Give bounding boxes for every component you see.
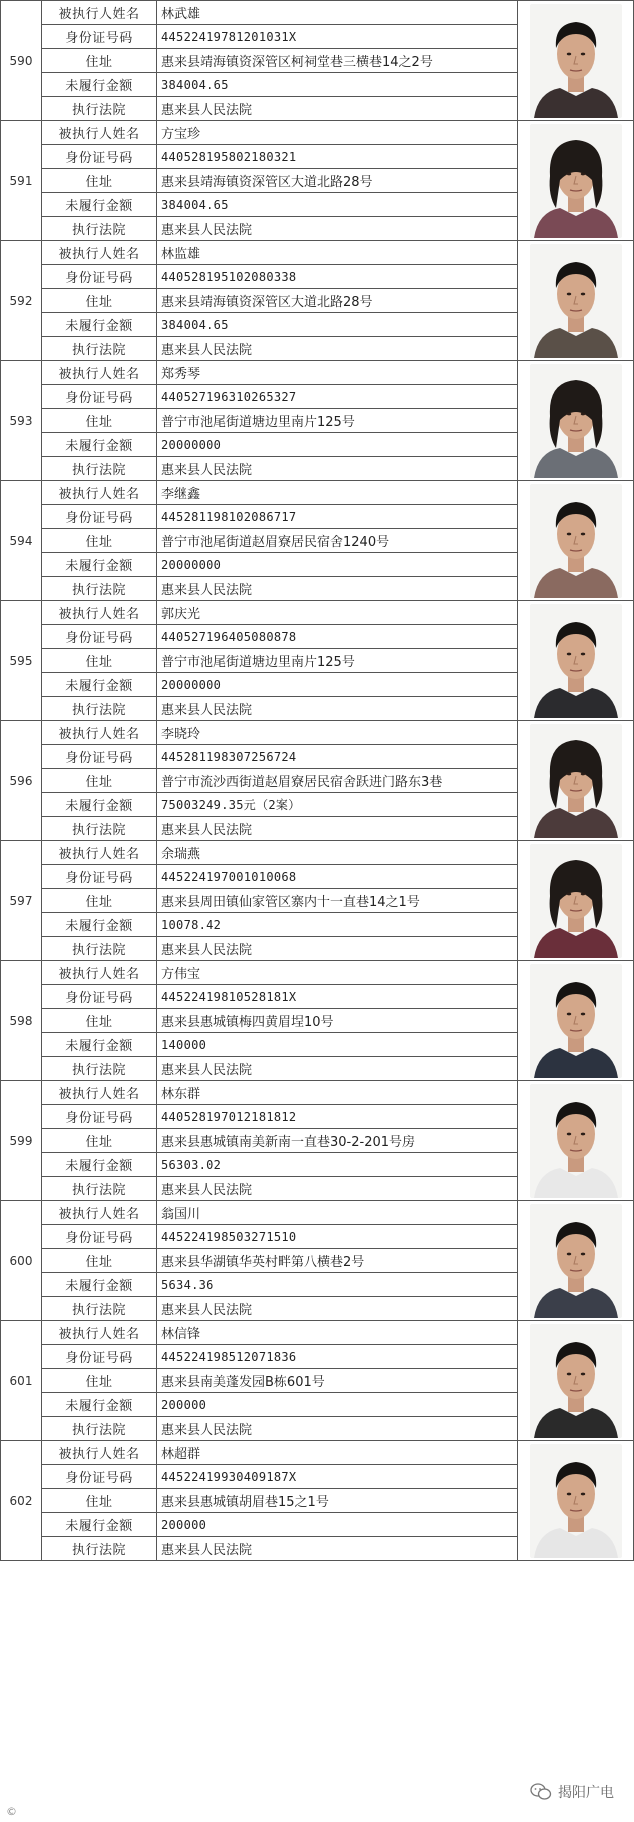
field-row-amount <box>42 193 517 217</box>
field-value-address: 惠来县惠城镇胡眉巷15之1号 <box>161 1495 329 1510</box>
record-601 <box>0 1321 634 1441</box>
field-label-amount: 未履行金额 <box>42 1393 157 1416</box>
field-row-id <box>42 1465 517 1489</box>
field-value-court: 惠来县人民法院 <box>161 1543 253 1558</box>
field-label-court: 执行法院 <box>42 817 157 840</box>
field-label-id: 身份证号码 <box>42 865 157 888</box>
field-row-court <box>42 1417 517 1441</box>
field-value-address: 惠来县南美蓬发园B栋601号 <box>161 1375 325 1390</box>
record-595 <box>0 601 634 721</box>
field-label-name: 被执行人姓名 <box>42 121 157 144</box>
field-row-amount <box>42 1393 517 1417</box>
field-row-amount <box>42 793 517 817</box>
field-label-amount: 未履行金额 <box>42 433 157 456</box>
photo-cell <box>517 601 634 721</box>
field-label-court: 执行法院 <box>42 337 157 360</box>
field-label-name: 被执行人姓名 <box>42 841 157 864</box>
record-596 <box>0 721 634 841</box>
field-row-name <box>42 601 517 625</box>
record-number: 590 <box>0 1 42 121</box>
field-label-name: 被执行人姓名 <box>42 1201 157 1224</box>
field-value-court: 惠来县人民法院 <box>161 463 253 478</box>
field-value-name: 方宝珍 <box>161 127 201 142</box>
field-row-name <box>42 121 517 145</box>
field-label-name: 被执行人姓名 <box>42 1441 157 1464</box>
field-row-id <box>42 25 517 49</box>
field-row-address <box>42 1489 517 1513</box>
corner-mark: © <box>6 1805 17 1818</box>
field-value-name: 余瑞燕 <box>161 847 201 862</box>
field-label-court: 执行法院 <box>42 1537 157 1560</box>
field-label-name: 被执行人姓名 <box>42 1321 157 1344</box>
portrait-photo <box>530 484 622 598</box>
record-600 <box>0 1201 634 1321</box>
field-row-address <box>42 409 517 433</box>
field-label-amount: 未履行金额 <box>42 673 157 696</box>
field-value-court: 惠来县人民法院 <box>161 583 253 598</box>
record-number: 597 <box>0 841 42 961</box>
record-602 <box>0 1441 634 1561</box>
field-row-court <box>42 817 517 841</box>
field-label-address: 住址 <box>42 169 157 192</box>
field-label-amount: 未履行金额 <box>42 313 157 336</box>
field-value-id: 445224197001010068 <box>161 869 297 884</box>
record-number: 595 <box>0 601 42 721</box>
field-value-amount: 56303.02 <box>161 1157 222 1172</box>
field-label-id: 身份证号码 <box>42 385 157 408</box>
field-label-amount: 未履行金额 <box>42 1033 157 1056</box>
field-row-id <box>42 385 517 409</box>
field-row-address <box>42 889 517 913</box>
field-label-address: 住址 <box>42 1129 157 1152</box>
field-row-address <box>42 49 517 73</box>
record-number: 592 <box>0 241 42 361</box>
portrait-photo <box>530 1324 622 1438</box>
field-row-court <box>42 1057 517 1081</box>
field-row-amount <box>42 1273 517 1297</box>
field-label-amount: 未履行金额 <box>42 73 157 96</box>
record-590 <box>0 1 634 121</box>
record-594 <box>0 481 634 601</box>
portrait-photo <box>530 964 622 1078</box>
field-row-amount <box>42 913 517 937</box>
field-label-address: 住址 <box>42 409 157 432</box>
field-label-address: 住址 <box>42 1009 157 1032</box>
field-row-address <box>42 1249 517 1273</box>
field-label-address: 住址 <box>42 1489 157 1512</box>
field-label-court: 执行法院 <box>42 1057 157 1080</box>
field-value-amount: 20000000 <box>161 437 222 452</box>
field-row-amount <box>42 673 517 697</box>
field-row-court <box>42 577 517 601</box>
field-row-address <box>42 169 517 193</box>
field-label-name: 被执行人姓名 <box>42 481 157 504</box>
field-value-name: 林武雄 <box>161 7 201 22</box>
field-label-court: 执行法院 <box>42 217 157 240</box>
field-row-amount <box>42 553 517 577</box>
field-value-address: 普宁市池尾街道塘边里南片125号 <box>161 415 355 430</box>
watermark-text: 揭阳广电 <box>558 1785 614 1801</box>
photo-cell <box>517 721 634 841</box>
field-label-id: 身份证号码 <box>42 1105 157 1128</box>
field-row-name <box>42 721 517 745</box>
photo-cell <box>517 121 634 241</box>
field-value-amount: 140000 <box>161 1037 207 1052</box>
field-row-amount <box>42 313 517 337</box>
field-value-id: 440528197012181812 <box>161 1109 297 1124</box>
portrait-photo <box>530 844 622 958</box>
field-value-id: 44522419810528181X <box>161 989 297 1004</box>
field-value-name: 李继鑫 <box>161 487 201 502</box>
field-value-amount: 20000000 <box>161 677 222 692</box>
field-row-address <box>42 289 517 313</box>
field-label-amount: 未履行金额 <box>42 193 157 216</box>
photo-cell <box>517 1201 634 1321</box>
field-value-court: 惠来县人民法院 <box>161 943 253 958</box>
portrait-photo <box>530 364 622 478</box>
watermark <box>530 1782 614 1802</box>
field-label-id: 身份证号码 <box>42 625 157 648</box>
field-value-id: 44522419930409187X <box>161 1469 297 1484</box>
field-row-amount <box>42 73 517 97</box>
record-599 <box>0 1081 634 1201</box>
field-row-id <box>42 1225 517 1249</box>
portrait-photo <box>530 1204 622 1318</box>
field-label-name: 被执行人姓名 <box>42 961 157 984</box>
field-label-court: 执行法院 <box>42 697 157 720</box>
field-row-id <box>42 505 517 529</box>
record-number: 599 <box>0 1081 42 1201</box>
field-value-amount: 384004.65 <box>161 317 229 332</box>
field-label-name: 被执行人姓名 <box>42 601 157 624</box>
field-row-address <box>42 1369 517 1393</box>
field-row-address <box>42 1129 517 1153</box>
field-value-amount: 200000 <box>161 1397 207 1412</box>
field-row-id <box>42 865 517 889</box>
field-label-court: 执行法院 <box>42 937 157 960</box>
field-label-court: 执行法院 <box>42 97 157 120</box>
record-597 <box>0 841 634 961</box>
field-row-id <box>42 1345 517 1369</box>
portrait-photo <box>530 604 622 718</box>
field-label-address: 住址 <box>42 49 157 72</box>
field-row-court <box>42 217 517 241</box>
field-label-id: 身份证号码 <box>42 1345 157 1368</box>
field-row-name <box>42 1081 517 1105</box>
field-value-court: 惠来县人民法院 <box>161 343 253 358</box>
field-label-court: 执行法院 <box>42 577 157 600</box>
field-value-id: 440527196310265327 <box>161 389 297 404</box>
field-value-address: 惠来县周田镇仙家管区寨内十一直巷14之1号 <box>161 895 420 910</box>
field-row-court <box>42 1537 517 1561</box>
field-value-amount: 200000 <box>161 1517 207 1532</box>
field-value-address: 惠来县惠城镇梅四黄眉埕10号 <box>161 1015 334 1030</box>
field-value-court: 惠来县人民法院 <box>161 223 253 238</box>
field-label-amount: 未履行金额 <box>42 913 157 936</box>
field-row-name <box>42 481 517 505</box>
field-row-court <box>42 1297 517 1321</box>
field-row-address <box>42 529 517 553</box>
field-value-id: 440528195102080338 <box>161 269 297 284</box>
field-row-name <box>42 1441 517 1465</box>
field-row-court <box>42 457 517 481</box>
field-row-court <box>42 97 517 121</box>
field-value-amount: 384004.65 <box>161 77 229 92</box>
field-label-address: 住址 <box>42 1369 157 1392</box>
field-value-address: 普宁市池尾街道塘边里南片125号 <box>161 655 355 670</box>
field-row-name <box>42 961 517 985</box>
record-number: 591 <box>0 121 42 241</box>
photo-cell <box>517 961 634 1081</box>
photo-cell <box>517 841 634 961</box>
portrait-photo <box>530 1444 622 1558</box>
record-number: 598 <box>0 961 42 1081</box>
field-row-id <box>42 625 517 649</box>
field-value-name: 林超群 <box>161 1447 201 1462</box>
field-value-id: 445224198503271510 <box>161 1229 297 1244</box>
field-value-address: 普宁市池尾街道赵眉寮居民宿舍1240号 <box>161 535 390 550</box>
field-value-address: 惠来县惠城镇南美新南一直巷30-2-201号房 <box>161 1135 416 1150</box>
field-value-court: 惠来县人民法院 <box>161 1063 253 1078</box>
record-number: 601 <box>0 1321 42 1441</box>
record-number: 594 <box>0 481 42 601</box>
field-value-id: 445281198102086717 <box>161 509 297 524</box>
field-row-court <box>42 1177 517 1201</box>
field-value-court: 惠来县人民法院 <box>161 823 253 838</box>
field-label-address: 住址 <box>42 649 157 672</box>
field-row-court <box>42 937 517 961</box>
record-591 <box>0 121 634 241</box>
field-row-id <box>42 985 517 1009</box>
field-row-name <box>42 361 517 385</box>
field-value-court: 惠来县人民法院 <box>161 1183 253 1198</box>
field-row-court <box>42 337 517 361</box>
field-value-name: 郑秀琴 <box>161 367 201 382</box>
field-label-court: 执行法院 <box>42 1417 157 1440</box>
field-row-amount <box>42 1033 517 1057</box>
photo-cell <box>517 241 634 361</box>
record-number: 600 <box>0 1201 42 1321</box>
field-label-id: 身份证号码 <box>42 265 157 288</box>
field-row-amount <box>42 1513 517 1537</box>
field-value-name: 林信锋 <box>161 1327 201 1342</box>
field-row-court <box>42 697 517 721</box>
field-label-court: 执行法院 <box>42 457 157 480</box>
field-value-court: 惠来县人民法院 <box>161 1303 253 1318</box>
field-label-address: 住址 <box>42 769 157 792</box>
field-value-id: 445281198307256724 <box>161 749 297 764</box>
field-row-name <box>42 1201 517 1225</box>
field-label-court: 执行法院 <box>42 1297 157 1320</box>
field-label-id: 身份证号码 <box>42 145 157 168</box>
field-value-name: 郭庆光 <box>161 607 201 622</box>
field-label-address: 住址 <box>42 889 157 912</box>
field-label-id: 身份证号码 <box>42 1225 157 1248</box>
field-row-id <box>42 145 517 169</box>
field-label-amount: 未履行金额 <box>42 1153 157 1176</box>
field-value-address: 普宁市流沙西街道赵眉寮居民宿舍跃进门路东3巷 <box>161 775 443 790</box>
photo-cell <box>517 481 634 601</box>
field-value-amount: 384004.65 <box>161 197 229 212</box>
field-row-name <box>42 241 517 265</box>
portrait-photo <box>530 244 622 358</box>
photo-cell <box>517 361 634 481</box>
portrait-photo <box>530 4 622 118</box>
record-number: 593 <box>0 361 42 481</box>
field-value-name: 翁国川 <box>161 1207 201 1222</box>
field-label-amount: 未履行金额 <box>42 1273 157 1296</box>
field-value-amount: 75003249.35元（2案） <box>161 798 301 812</box>
record-number: 602 <box>0 1441 42 1561</box>
field-value-court: 惠来县人民法院 <box>161 103 253 118</box>
field-label-id: 身份证号码 <box>42 505 157 528</box>
field-row-id <box>42 1105 517 1129</box>
field-label-amount: 未履行金额 <box>42 793 157 816</box>
field-value-court: 惠来县人民法院 <box>161 1423 253 1438</box>
portrait-photo <box>530 724 622 838</box>
field-row-address <box>42 769 517 793</box>
field-value-name: 方伟宝 <box>161 967 201 982</box>
field-value-id: 445224198512071836 <box>161 1349 297 1364</box>
field-label-address: 住址 <box>42 529 157 552</box>
field-row-id <box>42 745 517 769</box>
field-value-name: 李晓玲 <box>161 727 201 742</box>
field-label-amount: 未履行金额 <box>42 1513 157 1536</box>
photo-cell <box>517 1441 634 1561</box>
field-label-amount: 未履行金额 <box>42 553 157 576</box>
field-label-address: 住址 <box>42 1249 157 1272</box>
portrait-photo <box>530 124 622 238</box>
field-value-id: 440528195802180321 <box>161 149 297 164</box>
record-number: 596 <box>0 721 42 841</box>
field-row-name <box>42 1321 517 1345</box>
field-value-amount: 5634.36 <box>161 1277 214 1292</box>
field-value-amount: 10078.42 <box>161 917 222 932</box>
wechat-icon <box>530 1783 552 1801</box>
field-label-name: 被执行人姓名 <box>42 361 157 384</box>
field-row-address <box>42 1009 517 1033</box>
field-row-name <box>42 1 517 25</box>
field-label-name: 被执行人姓名 <box>42 721 157 744</box>
field-value-address: 惠来县靖海镇资深管区柯祠堂巷三横巷14之2号 <box>161 55 433 70</box>
field-value-id: 440527196405080878 <box>161 629 297 644</box>
field-label-id: 身份证号码 <box>42 1465 157 1488</box>
field-value-name: 林东群 <box>161 1087 201 1102</box>
field-label-name: 被执行人姓名 <box>42 1 157 24</box>
record-598 <box>0 961 634 1081</box>
field-row-id <box>42 265 517 289</box>
field-value-address: 惠来县靖海镇资深管区大道北路28号 <box>161 295 373 310</box>
photo-cell <box>517 1 634 121</box>
field-row-name <box>42 841 517 865</box>
field-label-id: 身份证号码 <box>42 745 157 768</box>
field-row-amount <box>42 433 517 457</box>
field-value-amount: 20000000 <box>161 557 222 572</box>
field-label-name: 被执行人姓名 <box>42 241 157 264</box>
field-label-name: 被执行人姓名 <box>42 1081 157 1104</box>
field-row-address <box>42 649 517 673</box>
photo-cell <box>517 1081 634 1201</box>
field-label-court: 执行法院 <box>42 1177 157 1200</box>
record-593 <box>0 361 634 481</box>
field-value-id: 44522419781201031X <box>161 29 297 44</box>
field-label-id: 身份证号码 <box>42 25 157 48</box>
field-label-address: 住址 <box>42 289 157 312</box>
field-value-name: 林监雄 <box>161 247 201 262</box>
portrait-photo <box>530 1084 622 1198</box>
photo-cell <box>517 1321 634 1441</box>
field-label-id: 身份证号码 <box>42 985 157 1008</box>
field-row-amount <box>42 1153 517 1177</box>
field-value-address: 惠来县华湖镇华英村畔第八横巷2号 <box>161 1255 365 1270</box>
field-value-address: 惠来县靖海镇资深管区大道北路28号 <box>161 175 373 190</box>
record-592 <box>0 241 634 361</box>
field-value-court: 惠来县人民法院 <box>161 703 253 718</box>
